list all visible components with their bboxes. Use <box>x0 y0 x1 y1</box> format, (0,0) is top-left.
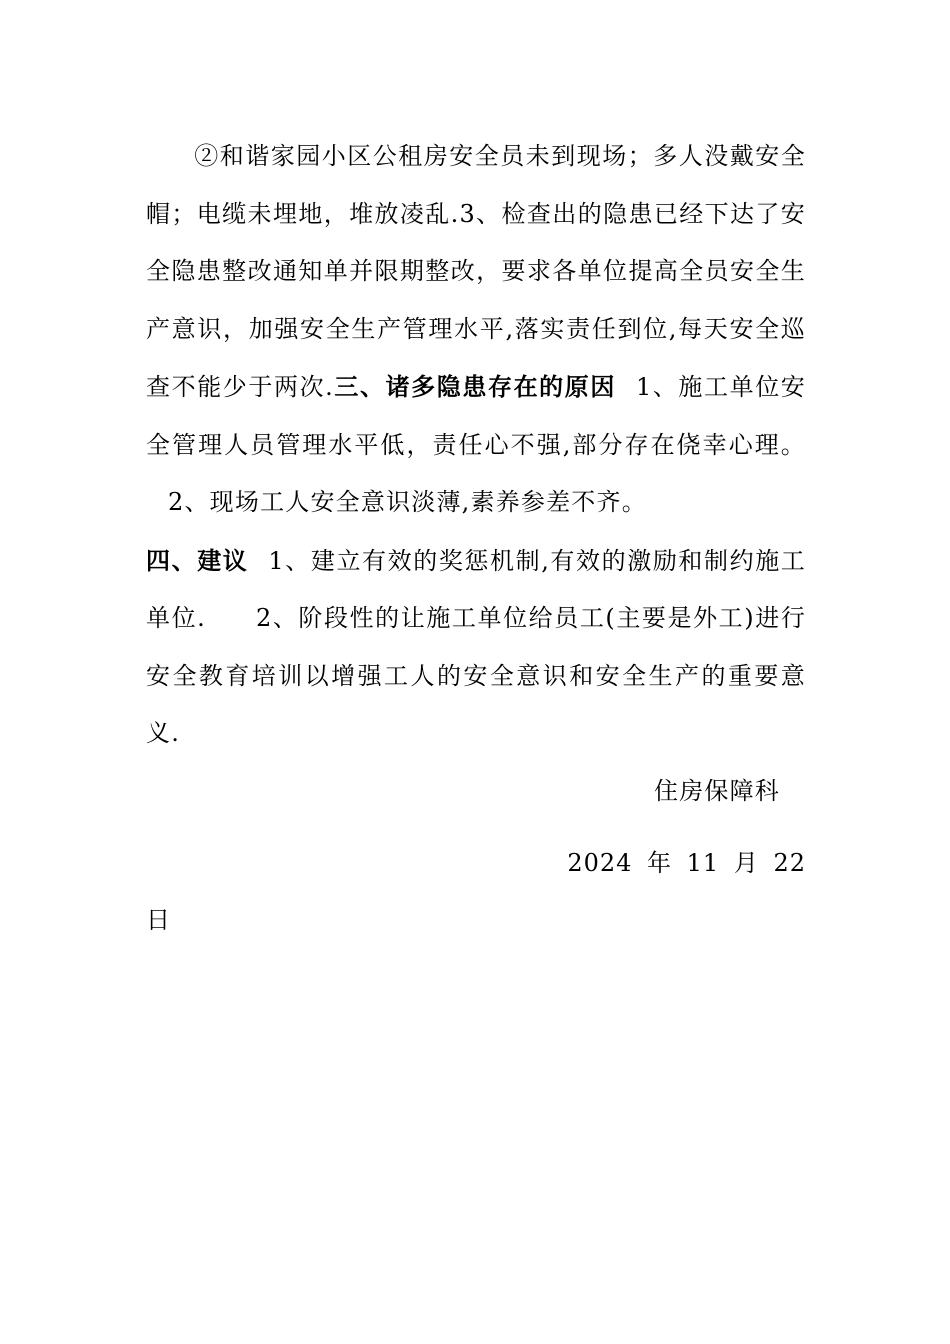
suggestion-item-1: 1、建立有效的奖惩机制,有效的激励和制约施工单位. <box>146 546 806 632</box>
section-heading-causes: 三、诸多隐患存在的原因 <box>334 372 616 401</box>
signature-date: 2024 年 11 月 22 <box>567 849 806 877</box>
signature-date-day: 日 <box>146 906 170 934</box>
suggestion-item-2: 2、阶段性的让施工单位给员工(主要是外工)进行安全教育培训以增强工人的安全意识和安全生产的重要意义. <box>146 604 806 747</box>
signature-department: 住房保障科 <box>654 777 780 805</box>
section-heading-suggestions: 四、建议 <box>146 545 249 575</box>
paragraph-suggestions <box>146 532 806 763</box>
document-body <box>146 128 806 763</box>
cause-item-1: 1、施工单位安全管理人员管理水平低，责任心不强,部分存在侥幸心理。 <box>146 373 806 459</box>
paragraph-hazard-findings <box>146 128 806 532</box>
cause-item-2: 2、现场工人安全意识淡薄,素养参差不齐。 <box>168 488 647 516</box>
findings-text: ②和谐家园小区公租房安全员未到现场；多人没戴安全帽；电缆未埋地，堆放凌乱.3、检查出的隐患已经下达了安全隐患整改通知单并限期整改，要求各单位提高全员安全生产意识，加强安全生产管理水平,落实责任到位,每天安全巡查不能少于两次. <box>146 142 806 401</box>
